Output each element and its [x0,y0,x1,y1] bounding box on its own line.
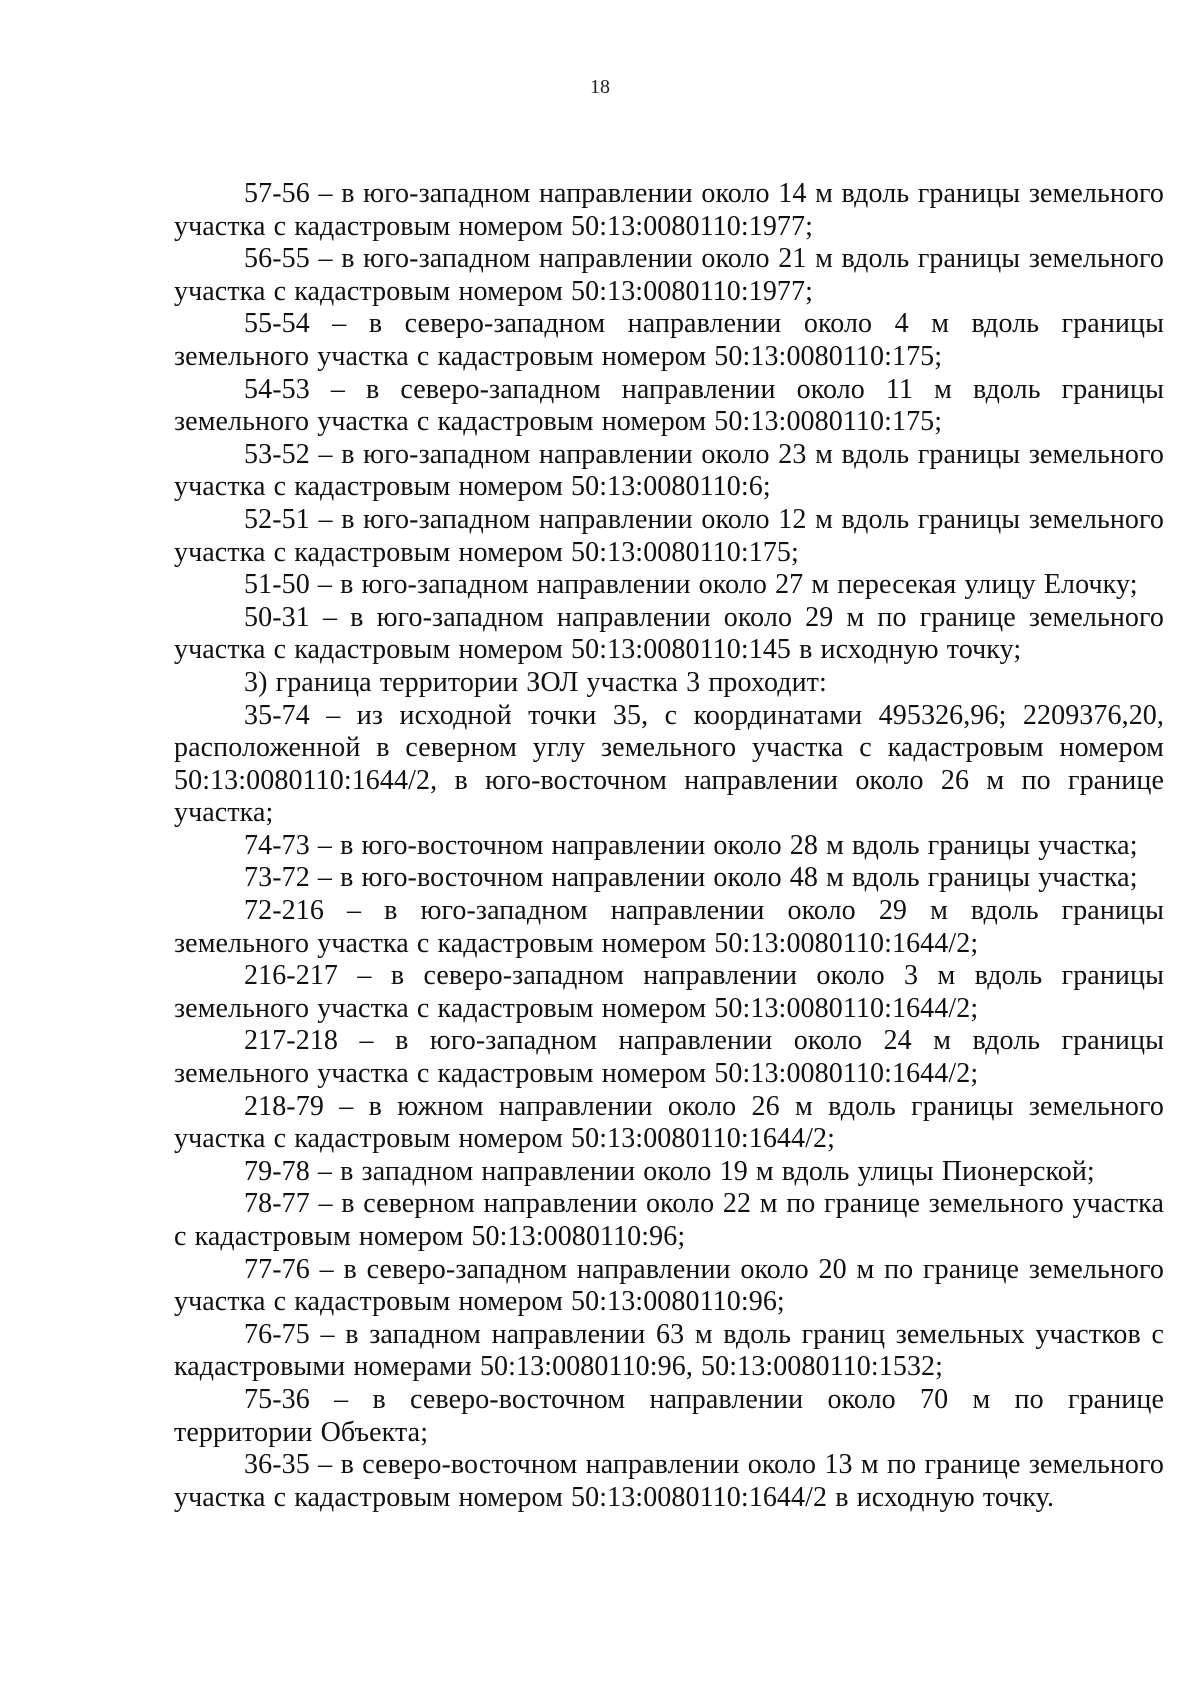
paragraph: 57-56 – в юго-западном направлении около 14 м вдоль границы земельного участка с кадастровым номером 50:13:0080110:1977; [174,178,1164,242]
paragraph: 79-78 – в западном направлении около 19 м вдоль улицы Пионерской; [244,1155,1095,1187]
paragraph: 73-72 – в юго-восточном направлении около 48 м вдоль границы участка; [244,862,1138,894]
paragraph: 216-217 – в северо-западном направлении около 3 м вдоль границы земельного участка с кадастровым номером 50:13:0080110:1644/2; [174,960,1164,1024]
paragraph: 56-55 – в юго-западном направлении около 21 м вдоль границы земельного участка с кадастровым номером 50:13:0080110:1977; [174,243,1164,307]
paragraph: 51-50 – в юго-западном направлении около 27 м пересекая улицу Елочку; [244,569,1138,601]
paragraph: 74-73 – в юго-восточном направлении около 28 м вдоль границы участка; [244,829,1138,861]
paragraph: 217-218 – в юго-западном направлении около 24 м вдоль границы земельного участка с кадастровым номером 50:13:0080110:1644/2; [174,1025,1164,1090]
paragraph: 78-77 – в северном направлении около 22 м по границе земельного участка с кадастровым номером 50:13:0080110:96; [174,1188,1164,1252]
paragraph: 50-31 – в юго-западном направлении около 29 м по границе земельного участка с кадастровым номером 50:13:0080110:145 в исходную точку; [174,601,1164,666]
paragraph: 54-53 – в северо-западном направлении около 11 м вдоль границы земельного участка с кадастровым номером 50:13:0080110:175; [174,373,1164,438]
paragraph: 52-51 – в юго-западном направлении около 12 м вдоль границы земельного участка с кадастровым номером 50:13:0080110:175; [174,503,1164,568]
paragraph: 77-76 – в северо-западном направлении около 20 м по границе земельного участка с кадастровым номером 50:13:0080110:96; [174,1253,1164,1318]
paragraph: 75-36 – в северо-восточном направлении около 70 м по границе территории Объекта; [174,1383,1164,1448]
section-heading: 3) граница территории ЗОЛ участка 3 проходит: [244,666,827,698]
paragraph: 36-35 – в северо-восточном направлении около 13 м по границе земельного участка с кадастровым номером 50:13:0080110:1644/2 в исходную точку. [174,1449,1164,1513]
paragraph: 218-79 – в южном направлении около 26 м вдоль границы земельного участка с кадастровым номером 50:13:0080110:1644/2; [174,1090,1164,1155]
paragraph: 55-54 – в северо-западном направлении около 4 м вдоль границы земельного участка с кадастровым номером 50:13:0080110:175; [174,308,1164,372]
paragraph: 76-75 – в западном направлении 63 м вдоль границ земельных участков с кадастровыми номерами 50:13:0080110:96, 50:13:0080110:1532; [174,1318,1164,1383]
paragraph: 53-52 – в юго-западном направлении около 23 м вдоль границы земельного участка с кадастровым номером 50:13:0080110:6; [174,438,1164,503]
paragraph: 72-216 – в юго-западном направлении около 29 м вдоль границы земельного участка с кадастровым номером 50:13:0080110:1644/2; [174,895,1164,959]
document-body [174,178,1164,1514]
page-number: 18 [590,76,610,98]
paragraph: 35-74 – из исходной точки 35, с координатами 495326,96; 2209376,20, расположенной в северном углу земельного участка с кадастровым номером 50:13:0080110:1644/2, в юго-восточном направлении около 26 м по границе участка; [174,699,1164,829]
